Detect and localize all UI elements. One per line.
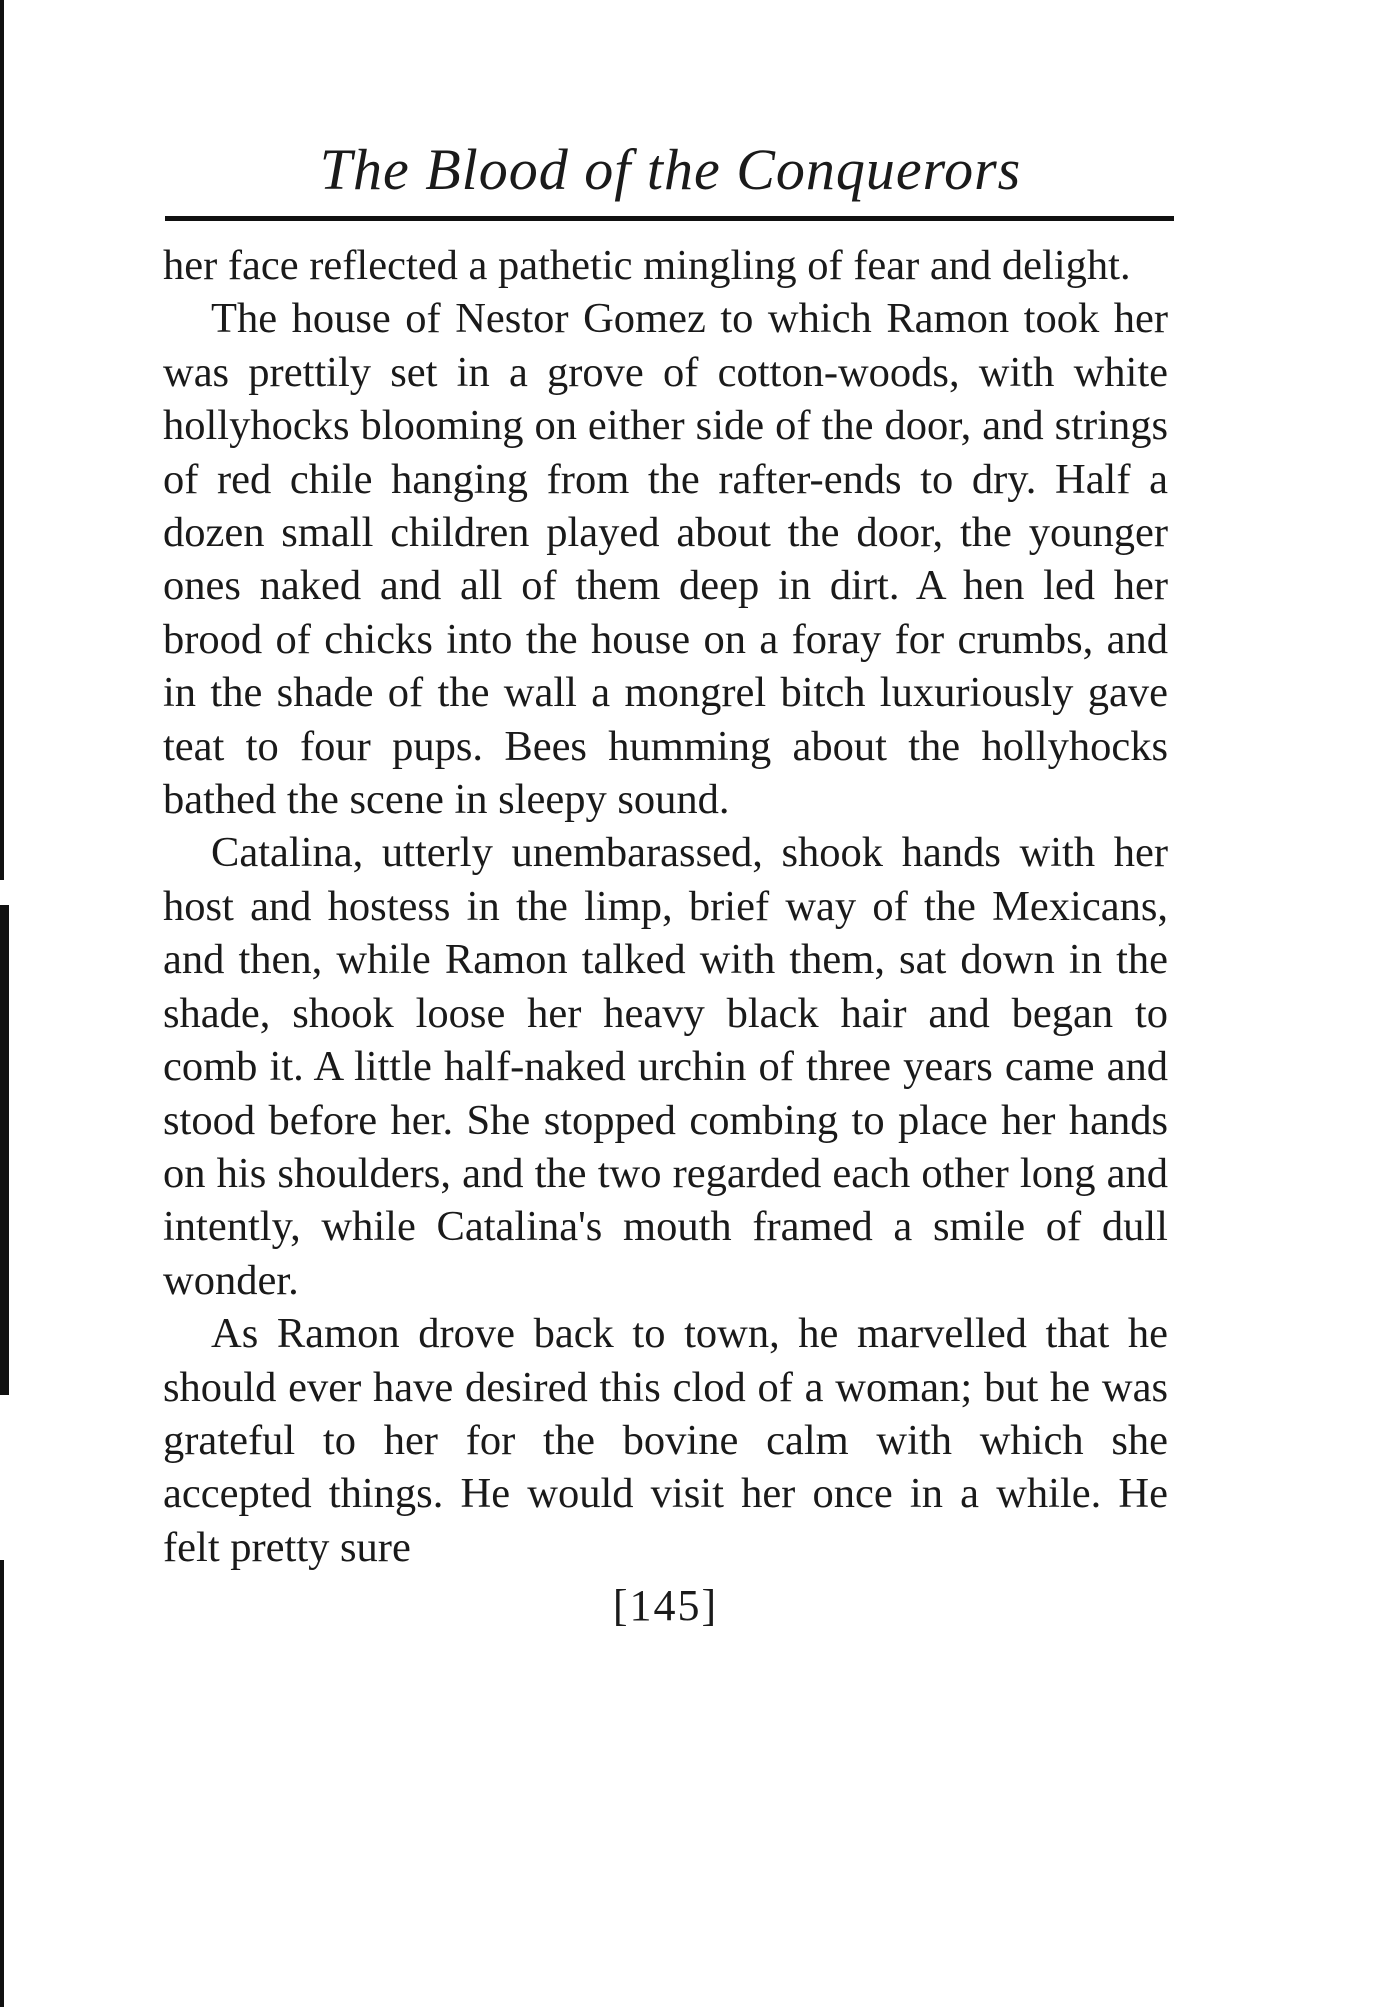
book-page [163,130,1168,1631]
header-rule [165,216,1174,221]
paragraph-continued: her face reflected a pathetic mingling of fear and delight. [163,242,1131,289]
paragraph: Catalina, utterly unembarassed, shook hands with her host and hostess in the limp, brief way of the Mexicans, and then, while Ramon talked with them, sat down in the shade, shook loose her heavy black hair and began to comb it. A little half-naked urchin of three years came and stood before her. She stopped combing to place her hands on his shoulders, and the two regarded each other long and intently, while Catalina's mouth framed a smile of dull wonder. [163,829,1168,1304]
page-number: [145] [612,1581,719,1631]
running-head: The Blood of the Conquerors [319,137,1022,202]
scan-edge-mark-top [0,0,4,880]
page-body [163,239,1168,1574]
paragraph: As Ramon drove back to town, he marvelled that he should ever have desired this clod of a woman; but he was grateful to her for the bovine calm with which she accepted things. He would visit her once in a while. He felt pretty sure [163,1310,1168,1571]
scan-edge-mark-middle [0,905,9,1395]
paragraph: The house of Nestor Gomez to which Ramon took her was prettily set in a grove of cotton-woods, with white hollyhocks blooming on either side of the door, and strings of red chile hanging from the rafter-ends to dry. Half a dozen small children played about the door, the younger ones naked and all of them deep in dirt. A hen led her brood of chicks into the house on a foray for crumbs, and in the shade of the wall a mongrel bitch luxuriously gave teat to four pups. Bees humming about the hollyhocks bathed the scene in sleepy sound. [163,295,1168,824]
scan-edge-mark-bottom [0,1560,4,2007]
